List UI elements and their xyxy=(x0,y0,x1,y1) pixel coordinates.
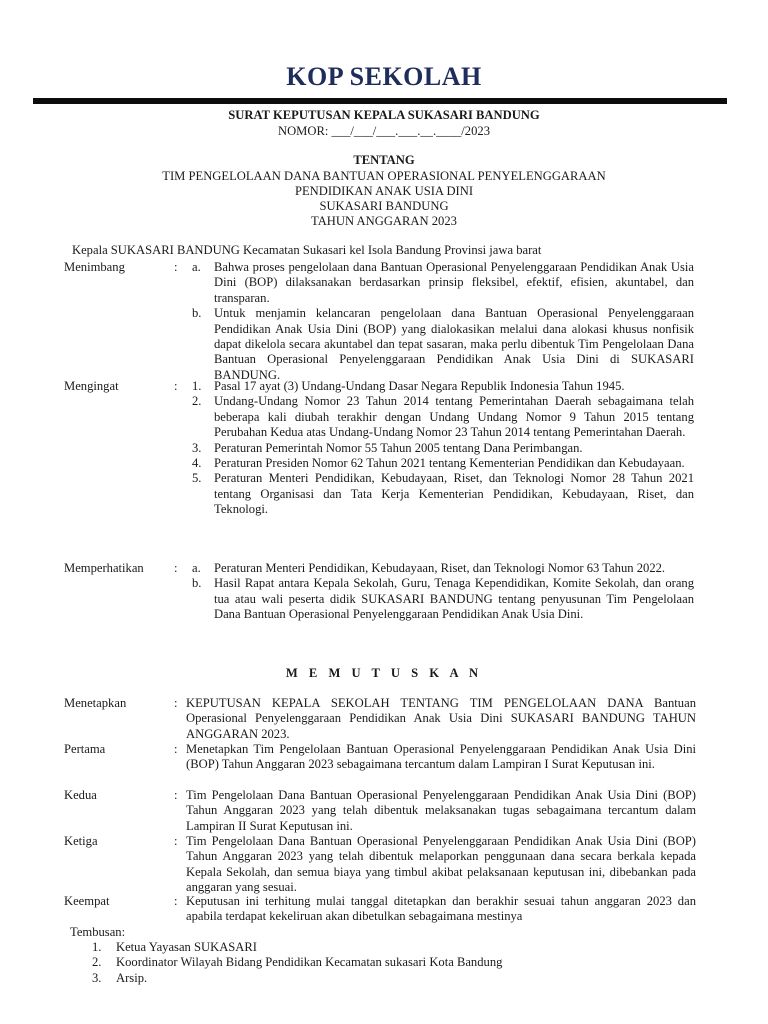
menetapkan-label: Menetapkan xyxy=(64,696,127,710)
menetapkan-colon: : xyxy=(174,696,178,710)
item-marker: 3. xyxy=(92,970,102,985)
item-marker: 2. xyxy=(192,394,202,409)
memperhatikan-item xyxy=(192,561,694,576)
tentang-line-1: TIM PENGELOLAAN DANA BANTUAN OPERASIONAL PENYELENGGARAAN xyxy=(162,169,606,183)
tentang-line-3: SUKASARI BANDUNG xyxy=(319,199,449,213)
item-marker: 2. xyxy=(92,955,102,970)
memperhatikan-item xyxy=(192,576,694,622)
item-marker: 5. xyxy=(192,471,202,486)
item-text: Pasal 17 ayat (3) Undang-Undang Dasar Negara Republik Indonesia Tahun 1945. xyxy=(214,379,625,393)
memperhatikan-colon: : xyxy=(174,561,178,575)
menimbang-label: Menimbang xyxy=(64,260,125,274)
intro-line: Kepala SUKASARI BANDUNG Kecamatan Sukasari kel Isola Bandung Provinsi jawa barat xyxy=(72,243,542,257)
tembusan-item xyxy=(92,940,502,955)
item-marker: 3. xyxy=(192,440,202,455)
item-marker: b. xyxy=(192,576,202,591)
keempat-text: Keputusan ini terhitung mulai tanggal ditetapkan dan berakhir sesuai tahun anggaran 2023 dan apabila terdapat kekeliruan akan dibetulkan sebagaimana mestinya xyxy=(186,894,696,924)
item-text: Peraturan Pemerintah Nomor 55 Tahun 2005 tentang Dana Perimbangan. xyxy=(214,440,583,455)
ketiga-label: Ketiga xyxy=(64,834,98,848)
nomor-line: NOMOR: ___/___/___.___.__.____/2023 xyxy=(277,124,490,138)
item-marker: 1. xyxy=(192,379,202,393)
surat-title: SURAT KEPUTUSAN KEPALA SUKASARI BANDUNG xyxy=(228,108,540,122)
item-marker: a. xyxy=(192,561,201,575)
tembusan-item xyxy=(92,955,502,970)
mengingat-item xyxy=(192,379,694,394)
mengingat-item xyxy=(192,471,694,517)
mengingat-colon: : xyxy=(174,379,178,393)
memutuskan-heading: M E M U T U S K A N xyxy=(285,666,483,680)
item-marker: b. xyxy=(192,306,202,321)
kedua-colon: : xyxy=(174,788,178,802)
menimbang-item xyxy=(192,260,694,306)
letterhead-rule xyxy=(33,98,727,104)
kedua-label: Kedua xyxy=(64,788,97,802)
mengingat-item xyxy=(192,441,694,456)
tentang-heading: TENTANG xyxy=(353,153,415,167)
mengingat-label: Mengingat xyxy=(64,379,119,393)
menetapkan-text: KEPUTUSAN KEPALA SEKOLAH TENTANG TIM PENGELOLAAN DANA Bantuan Operasional Penyelenggaraan Pendidikan Anak Usia Dini SUKASARI BANDUNG TAHUN ANGGARAN 2023. xyxy=(186,696,696,741)
item-marker: 1. xyxy=(92,940,102,954)
item-text: Peraturan Presiden Nomor 62 Tahun 2021 tentang Kementerian Pendidikan dan Kebudayaan. xyxy=(214,456,685,471)
pertama-label: Pertama xyxy=(64,742,106,756)
item-text: Arsip. xyxy=(116,970,148,985)
item-marker: a. xyxy=(192,260,201,274)
item-text: Bahwa proses pengelolaan dana Bantuan Operasional Penyelenggaraan Pendidikan Anak Usia Dini (BOP) dilaksanakan berdasarkan prinsip fleksibel, efektif, efisien, akuntabel, dan transparan. xyxy=(214,260,694,305)
item-text: Ketua Yayasan SUKASARI xyxy=(116,940,257,954)
item-text: Undang-Undang Nomor 23 Tahun 2014 tentang Pemerintahan Daerah sebagaimana telah beberapa kali diubah terakhir dengan Undang Undang Nomor 9 Tahun 2015 tentang Perubahan Kedua atas Undang-Undang Nomor 23 Tahun 2014 tentang Pemerintahan Daerah. xyxy=(214,394,694,440)
item-text: Untuk menjamin kelancaran pengelolaan dana Bantuan Operasional Penyelenggaraan Pendidikan Anak Usia Dini (BOP) yang dialokasikan melalui dana alokasi khusus nonfisik dapat dikelola secara akuntabel dan tepat sasaran, maka perlu dibentuk Tim Pengelolaan Dana Bantuan Operasional Penyelenggaraan Pendidikan Anak Usia Dini di SUKASARI BANDUNG. xyxy=(214,306,694,382)
pertama-text: Menetapkan Tim Pengelolaan Bantuan Operasional Penyelenggaraan Pendidikan Anak Usia Dini (BOP) Tahun Anggaran 2023 sebagaimana tercantum dalam Lampiran I Surat Keputusan ini. xyxy=(186,742,696,772)
kedua-text: Tim Pengelolaan Dana Bantuan Operasional Penyelenggaraan Pendidikan Anak Usia Dini (BOP) Tahun Anggaran 2023 yang telah dibentuk melaksanakan tugas sebagaimana tercantum dalam Lampiran II Surat Keputusan ini. xyxy=(186,788,696,833)
kop-sekolah-title: KOP SEKOLAH xyxy=(286,62,482,91)
keempat-label: Keempat xyxy=(64,894,110,908)
menimbang-item xyxy=(192,306,694,383)
keempat-colon: : xyxy=(174,894,178,908)
item-text: Hasil Rapat antara Kepala Sekolah, Guru, Tenaga Kependidikan, Komite Sekolah, dan orang tua atau wali peserta didik SUKASARI BANDUNG tentang penyusunan Tim Pengelolaan Dana Bantuan Operasional Penyelenggaraan Pendidikan Anak Usia Dini. xyxy=(214,576,694,622)
tentang-line-2: PENDIDIKAN ANAK USIA DINI xyxy=(294,184,474,198)
ketiga-text: Tim Pengelolaan Dana Bantuan Operasional Penyelenggaraan Pendidikan Anak Usia Dini (BOP) Tahun Anggaran 2023 yang telah dibentuk melaporkan penggunaan dana secara berkala kepada Kepala Sekolah, dan semua biaya yang timbul akibat pelaksanaan keputusan ini, dibebankan pada anggaran yang sesuai. xyxy=(186,834,696,895)
ketiga-colon: : xyxy=(174,834,178,848)
menimbang-colon: : xyxy=(174,260,178,274)
mengingat-item xyxy=(192,456,694,471)
pertama-colon: : xyxy=(174,742,178,756)
item-marker: 4. xyxy=(192,456,202,471)
tembusan-item xyxy=(92,971,502,986)
memperhatikan-label: Memperhatikan xyxy=(64,561,144,575)
item-text: Koordinator Wilayah Bidang Pendidikan Kecamatan sukasari Kota Bandung xyxy=(116,955,503,970)
tembusan-list xyxy=(92,940,502,986)
item-text: Peraturan Menteri Pendidikan, Kebudayaan, Riset, dan Teknologi Nomor 28 Tahun 2021 tentang Organisasi dan Tata Kerja Kementerian Pendidikan, Kebudayaan, Riset, dan Teknologi. xyxy=(214,471,694,517)
tembusan-label: Tembusan: xyxy=(70,925,126,939)
tentang-line-4: TAHUN ANGGARAN 2023 xyxy=(311,214,457,228)
mengingat-item xyxy=(192,394,694,440)
item-text: Peraturan Menteri Pendidikan, Kebudayaan, Riset, dan Teknologi Nomor 63 Tahun 2022. xyxy=(214,561,666,575)
